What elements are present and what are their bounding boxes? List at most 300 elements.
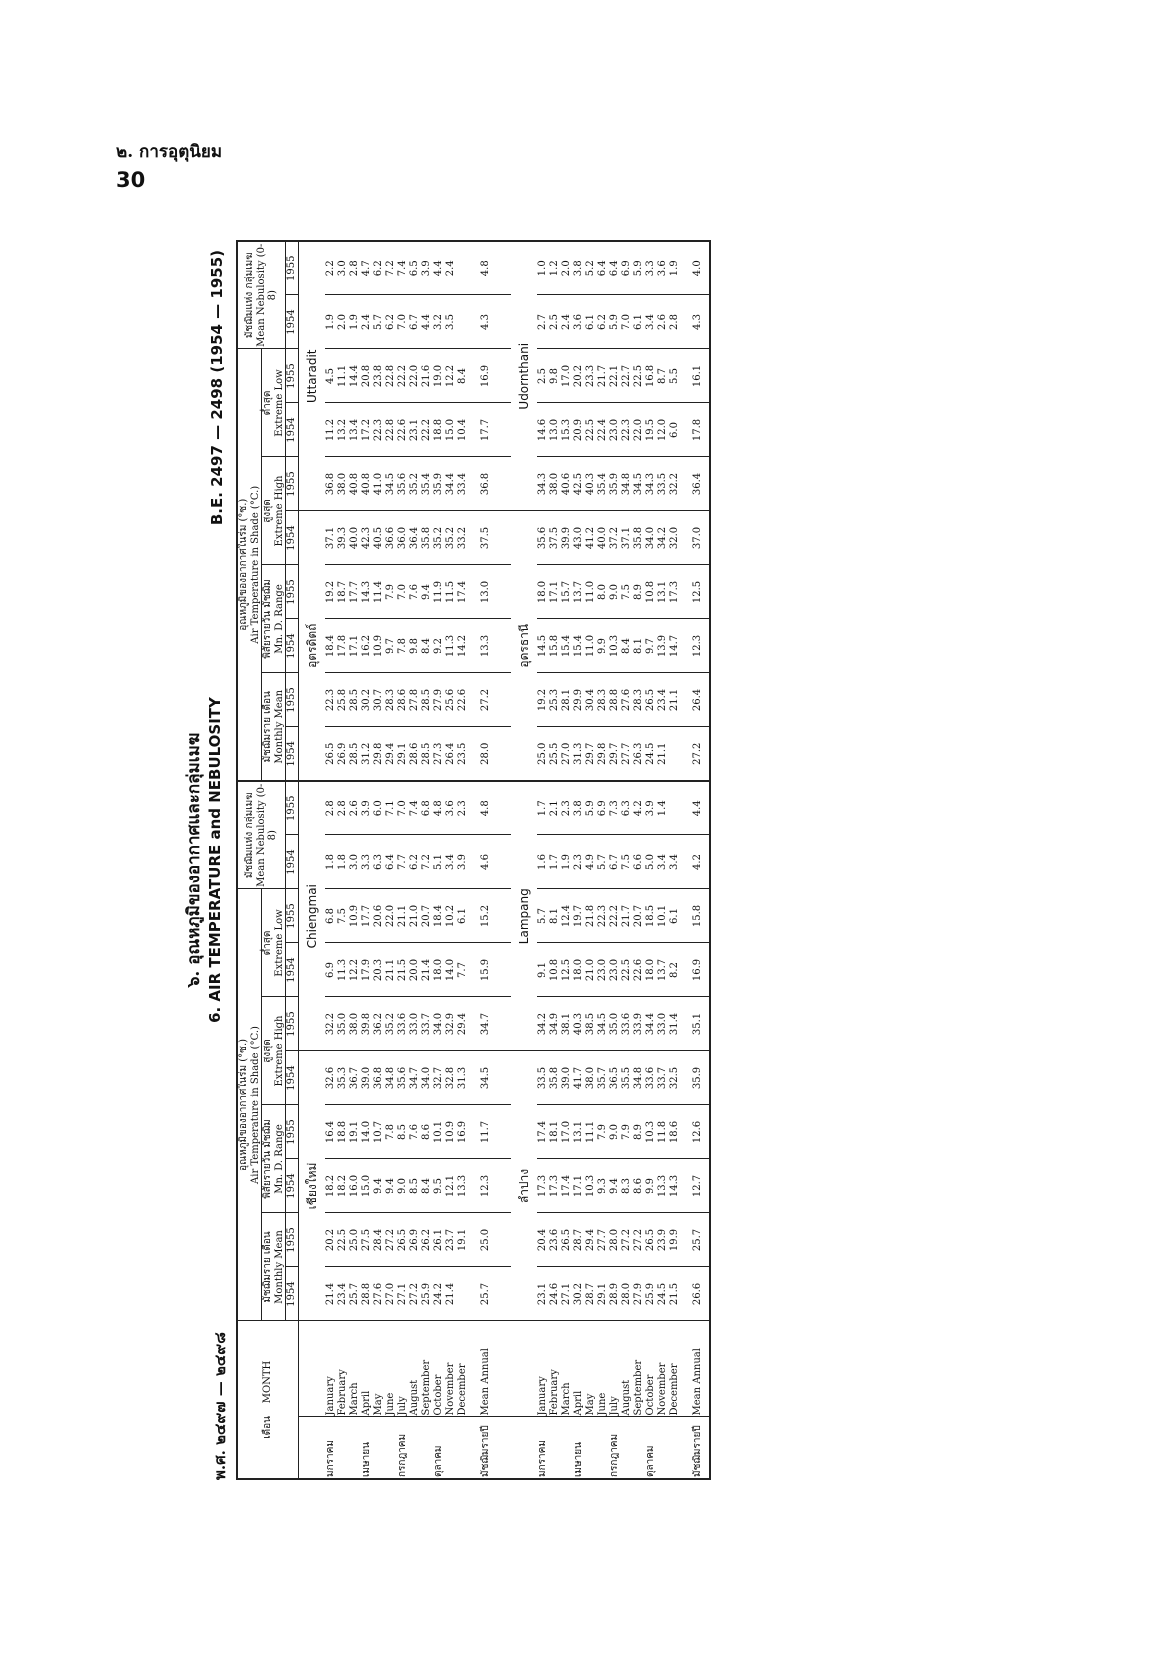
- value-cell-mm: 28.8: [609, 673, 621, 727]
- value-cell-dr: 15.7: [561, 565, 573, 619]
- value-cell-nb: 2.8: [669, 295, 681, 349]
- quarter-thai: [633, 1417, 645, 1479]
- value-cell-mm: 28.0: [621, 1267, 633, 1321]
- value-cell-dr: 16.0: [349, 1159, 361, 1213]
- value-cell-mm: 28.5: [349, 673, 361, 727]
- value-cell-el: 22.8: [385, 403, 397, 457]
- station-thai-label: ลำปาง: [516, 1168, 531, 1204]
- value-cell-dr: 10.9: [373, 619, 385, 673]
- value-cell-el: 6.1: [457, 889, 469, 943]
- value-cell-mm: 27.1: [397, 1267, 409, 1321]
- value-cell-dr: 15.0: [361, 1159, 373, 1213]
- month-name: November: [657, 1321, 669, 1417]
- quarter-thai: กรกฎาคม: [397, 1417, 409, 1479]
- table-row: [609, 241, 621, 1479]
- value-cell-eh: 32.7: [433, 1051, 445, 1105]
- value-cell-dr: 8.3: [621, 1159, 633, 1213]
- table-row: [457, 241, 469, 1479]
- value-cell-el: 12.2: [349, 943, 361, 997]
- value-cell-eh: 32.5: [669, 1051, 681, 1105]
- value-cell-eh: 36.4: [409, 511, 421, 565]
- year-header-1955: 1955: [286, 1213, 299, 1267]
- value-cell-nb: 3.0: [337, 241, 349, 295]
- value-cell-mm: 29.4: [585, 1213, 597, 1267]
- value-cell-dr: 14.0: [361, 1105, 373, 1159]
- table-title-en: 6. AIR TEMPERATURE and NEBULOSITY: [206, 697, 224, 1023]
- value-cell-el: 22.3: [597, 889, 609, 943]
- month-name: December: [669, 1321, 681, 1417]
- value-cell-mm: 28.8: [361, 1267, 373, 1321]
- value-cell-el: 22.3: [621, 403, 633, 457]
- value-cell-dr: 10.9: [445, 1105, 457, 1159]
- value-cell-el: 7.7: [457, 943, 469, 997]
- annual-cell-mm: 27.2: [469, 673, 497, 727]
- annual-cell-eh: 35.1: [681, 997, 710, 1051]
- value-cell-el: 21.6: [421, 349, 433, 403]
- air-temperature-table: [236, 240, 711, 1480]
- value-cell-dr: 15.4: [573, 619, 585, 673]
- nebulosity-header-right: [237, 241, 286, 349]
- value-cell-eh: 35.8: [549, 1051, 561, 1105]
- value-cell-dr: 13.7: [573, 565, 585, 619]
- value-cell-el: 20.9: [573, 403, 585, 457]
- value-cell-nb: 2.0: [561, 241, 573, 295]
- subheader-en: Mn. D. Range: [273, 584, 285, 654]
- value-cell-el: 12.2: [445, 349, 457, 403]
- value-cell-eh: 36.8: [373, 1051, 385, 1105]
- value-cell-mm: 26.1: [433, 1213, 445, 1267]
- value-cell-nb: 2.4: [445, 241, 457, 295]
- value-cell-dr: 10.3: [645, 1105, 657, 1159]
- table-row: [409, 241, 421, 1479]
- value-cell-nb: 5.1: [433, 835, 445, 889]
- value-cell-mm: 26.9: [337, 727, 349, 781]
- spacer-cell: [497, 241, 511, 295]
- value-cell-mm: 27.5: [361, 1213, 373, 1267]
- value-cell-nb: 6.2: [373, 241, 385, 295]
- value-cell-mm: 28.5: [421, 673, 433, 727]
- value-cell-eh: 34.0: [421, 1051, 433, 1105]
- table-row: [561, 241, 573, 1479]
- value-cell-dr: 17.0: [561, 1105, 573, 1159]
- value-cell-el: 18.0: [645, 943, 657, 997]
- annual-cell-el: 16.9: [469, 349, 497, 403]
- annual-cell-dr: 12.6: [681, 1105, 710, 1159]
- value-cell-eh: 35.2: [409, 457, 421, 511]
- value-cell-mm: 25.5: [549, 727, 561, 781]
- annual-cell-dr: 12.3: [681, 619, 710, 673]
- value-cell-dr: 8.4: [621, 619, 633, 673]
- quarter-thai: [657, 1417, 669, 1479]
- value-cell-dr: 9.4: [421, 565, 433, 619]
- value-cell-dr: 17.4: [561, 1159, 573, 1213]
- value-cell-eh: 34.5: [633, 457, 645, 511]
- subheader-thai: ต่ำสุด: [262, 930, 273, 956]
- spacer-cell: [497, 673, 511, 727]
- value-cell-eh: 39.3: [337, 511, 349, 565]
- month-name: October: [645, 1321, 657, 1417]
- value-cell-dr: 9.7: [645, 619, 657, 673]
- value-cell-nb: 6.0: [373, 781, 385, 835]
- value-cell-dr: 7.8: [397, 619, 409, 673]
- value-cell-dr: 11.9: [433, 565, 445, 619]
- value-cell-nb: 4.4: [421, 295, 433, 349]
- value-cell-mm: 28.7: [573, 1213, 585, 1267]
- table-body: [298, 241, 710, 1479]
- value-cell-dr: 10.3: [609, 619, 621, 673]
- value-cell-nb: 6.4: [609, 241, 621, 295]
- annual-cell-mm: 25.0: [469, 1213, 497, 1267]
- annual-cell-nb: 4.8: [469, 241, 497, 295]
- value-cell-nb: 6.4: [385, 835, 397, 889]
- value-cell-el: 5.7: [537, 889, 549, 943]
- value-cell-el: 14.6: [537, 403, 549, 457]
- value-cell-mm: 26.2: [421, 1213, 433, 1267]
- subheader-daily-range-right: [262, 565, 286, 673]
- value-cell-el: 21.0: [585, 943, 597, 997]
- table-row: [621, 241, 633, 1479]
- value-cell-eh: 42.3: [361, 511, 373, 565]
- annual-cell-dr: 12.5: [681, 565, 710, 619]
- station-thai-label: อุดรธานี: [516, 623, 531, 668]
- annual-cell-eh: 34.5: [469, 1051, 497, 1105]
- value-cell-dr: 14.3: [669, 1159, 681, 1213]
- value-cell-nb: 1.0: [537, 241, 549, 295]
- value-cell-dr: 13.3: [457, 1159, 469, 1213]
- air-temp-thai-right: อุณหภูมิของอากาศในร่ม (°ซ.): [238, 498, 249, 631]
- annual-cell-mm: 25.7: [469, 1267, 497, 1321]
- value-cell-nb: 3.6: [573, 295, 585, 349]
- annual-cell-nb: 4.2: [681, 835, 710, 889]
- value-cell-el: 22.0: [385, 889, 397, 943]
- value-cell-mm: 27.0: [561, 727, 573, 781]
- mean-annual-en: Mean Annual: [681, 1321, 710, 1417]
- annual-cell-nb: 4.3: [469, 295, 497, 349]
- value-cell-dr: 11.1: [585, 1105, 597, 1159]
- value-cell-eh: 34.9: [549, 997, 561, 1051]
- quarter-thai: [373, 1417, 385, 1479]
- value-cell-nb: [457, 241, 469, 295]
- value-cell-eh: 35.9: [609, 457, 621, 511]
- value-cell-mm: 30.4: [585, 673, 597, 727]
- value-cell-mm: 29.4: [385, 727, 397, 781]
- value-cell-dr: 8.4: [421, 1159, 433, 1213]
- value-cell-el: 19.0: [433, 349, 445, 403]
- value-cell-eh: 40.5: [373, 511, 385, 565]
- annual-cell-nb: 4.6: [469, 835, 497, 889]
- value-cell-mm: 25.9: [645, 1267, 657, 1321]
- nebulosity-header-left: [237, 781, 286, 889]
- value-cell-dr: 16.4: [325, 1105, 337, 1159]
- value-cell-mm: 21.1: [657, 727, 669, 781]
- value-cell-mm: 26.5: [561, 1213, 573, 1267]
- value-cell-eh: 35.6: [397, 1051, 409, 1105]
- value-cell-eh: 29.4: [457, 997, 469, 1051]
- value-cell-el: 10.4: [457, 403, 469, 457]
- value-cell-nb: 5.9: [633, 241, 645, 295]
- value-cell-el: 20.0: [409, 943, 421, 997]
- value-cell-el: 8.7: [657, 349, 669, 403]
- value-cell-dr: 18.2: [325, 1159, 337, 1213]
- value-cell-el: 10.9: [349, 889, 361, 943]
- quarter-thai: มกราคม: [325, 1417, 337, 1479]
- subheader-thai: ต่ำสุด: [262, 390, 273, 416]
- station-row: [298, 241, 325, 1479]
- value-cell-nb: 7.4: [397, 241, 409, 295]
- nebulosity-thai-left: มัชฌิมแห่ง กลุ่มเมฆ: [244, 792, 256, 879]
- value-cell-nb: 1.9: [349, 295, 361, 349]
- value-cell-eh: 31.4: [669, 997, 681, 1051]
- annual-cell-el: 15.8: [681, 889, 710, 943]
- value-cell-mm: 29.7: [585, 727, 597, 781]
- spacer-cell: [497, 727, 511, 781]
- table-row: [645, 241, 657, 1479]
- value-cell-eh: 41.0: [373, 457, 385, 511]
- station-name-thai: [298, 1051, 325, 1321]
- annual-cell-el: 17.8: [681, 403, 710, 457]
- value-cell-el: 23.1: [409, 403, 421, 457]
- table-row: [657, 241, 669, 1479]
- value-cell-nb: 3.9: [457, 835, 469, 889]
- value-cell-el: 18.0: [433, 943, 445, 997]
- year-header-1955: 1955: [286, 1105, 299, 1159]
- spacer-cell: [497, 943, 511, 997]
- value-cell-mm: 23.1: [537, 1267, 549, 1321]
- year-header-1954: 1954: [286, 1159, 299, 1213]
- value-cell-dr: 19.1: [349, 1105, 361, 1159]
- value-cell-el: 22.2: [609, 889, 621, 943]
- value-cell-el: 20.6: [373, 889, 385, 943]
- value-cell-el: 17.7: [361, 889, 373, 943]
- month-name: November: [445, 1321, 457, 1417]
- month-name: January: [325, 1321, 337, 1417]
- subheader-extreme-low-right: [262, 349, 286, 457]
- annual-cell-el: 16.9: [681, 943, 710, 997]
- value-cell-dr: 10.8: [645, 565, 657, 619]
- annual-cell-el: 15.9: [469, 943, 497, 997]
- value-cell-eh: 37.2: [609, 511, 621, 565]
- month-name: August: [409, 1321, 421, 1417]
- value-cell-nb: 2.6: [657, 295, 669, 349]
- value-cell-nb: 4.7: [361, 241, 373, 295]
- quarter-thai: [669, 1417, 681, 1479]
- station-name-en: [511, 241, 537, 511]
- value-cell-nb: 4.9: [585, 835, 597, 889]
- value-cell-eh: 33.6: [397, 997, 409, 1051]
- value-cell-dr: 16.2: [361, 619, 373, 673]
- annual-cell-eh: 36.8: [469, 457, 497, 511]
- value-cell-eh: 43.0: [573, 511, 585, 565]
- value-cell-dr: 7.6: [409, 565, 421, 619]
- value-cell-eh: 34.0: [645, 511, 657, 565]
- value-cell-mm: 27.6: [621, 673, 633, 727]
- value-cell-el: 20.2: [573, 349, 585, 403]
- annual-cell-dr: 12.7: [681, 1159, 710, 1213]
- year-header-1955: 1955: [286, 565, 299, 619]
- value-cell-eh: 37.1: [325, 511, 337, 565]
- year-header-1954: 1954: [286, 835, 299, 889]
- value-cell-mm: [669, 727, 681, 781]
- spacer-cell: [497, 1267, 511, 1321]
- value-cell-mm: 27.2: [621, 1213, 633, 1267]
- annual-cell-mm: 26.4: [681, 673, 710, 727]
- value-cell-eh: 37.5: [549, 511, 561, 565]
- value-cell-mm: 25.8: [337, 673, 349, 727]
- value-cell-nb: 6.3: [373, 835, 385, 889]
- value-cell-nb: 3.4: [657, 835, 669, 889]
- value-cell-mm: 27.9: [433, 673, 445, 727]
- table-row: [421, 241, 433, 1479]
- subheader-extreme-high-right: [262, 457, 286, 565]
- month-name: July: [397, 1321, 409, 1417]
- value-cell-mm: 23.4: [657, 673, 669, 727]
- year-header-1955: 1955: [286, 241, 299, 295]
- value-cell-mm: 25.7: [349, 1267, 361, 1321]
- subheader-en: Mn. D. Range: [273, 1124, 285, 1194]
- quarter-thai: [549, 1417, 561, 1479]
- month-name: December: [457, 1321, 469, 1417]
- value-cell-eh: 35.2: [445, 511, 457, 565]
- year-header-1954: 1954: [286, 1051, 299, 1105]
- value-cell-mm: 26.5: [325, 727, 337, 781]
- quarter-thai: [385, 1417, 397, 1479]
- value-cell-eh: 35.0: [609, 997, 621, 1051]
- station-en-label: Lampang: [516, 888, 531, 945]
- annual-cell-dr: 13.3: [469, 619, 497, 673]
- annual-cell-nb: 4.0: [681, 241, 710, 295]
- value-cell-el: 18.0: [573, 943, 585, 997]
- value-cell-el: 13.2: [337, 403, 349, 457]
- table-heading: [180, 240, 236, 1480]
- subheader-extreme-low-left: [262, 889, 286, 997]
- value-cell-nb: 3.8: [573, 781, 585, 835]
- value-cell-mm: 29.8: [597, 727, 609, 781]
- value-cell-nb: 3.0: [349, 835, 361, 889]
- value-cell-eh: 35.6: [537, 511, 549, 565]
- value-cell-dr: 17.1: [549, 565, 561, 619]
- rotated-table-page: [180, 240, 1060, 1480]
- value-cell-el: 18.4: [433, 889, 445, 943]
- value-cell-nb: 3.5: [445, 295, 457, 349]
- value-cell-mm: 21.1: [669, 673, 681, 727]
- value-cell-dr: 18.8: [337, 1105, 349, 1159]
- spacer-cell: [497, 619, 511, 673]
- value-cell-nb: 6.7: [609, 835, 621, 889]
- value-cell-mm: 28.4: [373, 1213, 385, 1267]
- subheader-en: Extreme Low: [273, 909, 285, 977]
- value-cell-nb: 5.9: [609, 295, 621, 349]
- value-cell-eh: 34.8: [385, 1051, 397, 1105]
- value-cell-dr: 9.4: [373, 1159, 385, 1213]
- value-cell-dr: 9.9: [645, 1159, 657, 1213]
- spacer-cell: [497, 1417, 511, 1479]
- value-cell-mm: 29.1: [597, 1267, 609, 1321]
- value-cell-mm: 24.2: [433, 1267, 445, 1321]
- value-cell-el: 22.1: [609, 349, 621, 403]
- value-cell-nb: 6.9: [597, 781, 609, 835]
- value-cell-mm: 28.5: [349, 727, 361, 781]
- value-cell-dr: 8.6: [633, 1159, 645, 1213]
- value-cell-dr: 15.8: [549, 619, 561, 673]
- value-cell-dr: 11.0: [585, 565, 597, 619]
- value-cell-nb: 1.8: [325, 835, 337, 889]
- value-cell-dr: 9.2: [433, 619, 445, 673]
- value-cell-dr: 17.4: [537, 1105, 549, 1159]
- value-cell-el: 21.7: [621, 889, 633, 943]
- value-cell-mm: 28.3: [597, 673, 609, 727]
- value-cell-eh: 34.3: [645, 457, 657, 511]
- value-cell-mm: 28.3: [385, 673, 397, 727]
- value-cell-nb: 2.3: [457, 781, 469, 835]
- table-row: [337, 241, 349, 1479]
- table-row: [633, 241, 645, 1479]
- value-cell-eh: 33.0: [409, 997, 421, 1051]
- value-cell-dr: 7.5: [621, 565, 633, 619]
- quarter-thai: ตุลาคม: [645, 1417, 657, 1479]
- spacer-cell: [497, 1105, 511, 1159]
- value-cell-nb: 1.6: [537, 835, 549, 889]
- blank-cell: [298, 1321, 325, 1417]
- value-cell-mm: 28.5: [421, 727, 433, 781]
- spacer-cell: [497, 835, 511, 889]
- value-cell-dr: 12.1: [445, 1159, 457, 1213]
- value-cell-el: 7.5: [337, 889, 349, 943]
- quarter-thai: กรกฎาคม: [609, 1417, 621, 1479]
- value-cell-nb: [669, 781, 681, 835]
- value-cell-eh: 34.0: [433, 997, 445, 1051]
- station-thai-label: เชียงใหม่: [304, 1162, 319, 1210]
- quarter-thai: [597, 1417, 609, 1479]
- year-header-1954: 1954: [286, 727, 299, 781]
- value-cell-dr: 9.9: [597, 619, 609, 673]
- month-name: April: [361, 1321, 373, 1417]
- station-name-thai: [511, 1051, 537, 1321]
- annual-cell-el: 15.2: [469, 889, 497, 943]
- value-cell-el: 2.5: [537, 349, 549, 403]
- month-name: August: [621, 1321, 633, 1417]
- value-cell-mm: 25.3: [549, 673, 561, 727]
- month-name: September: [421, 1321, 433, 1417]
- annual-cell-mm: 25.7: [681, 1213, 710, 1267]
- table-title-thai: ๖. อุณหภูมิของอากาศและกลุ่มเมฆ: [184, 732, 204, 988]
- value-cell-mm: 29.7: [609, 727, 621, 781]
- mean-annual-thai: มัชฌิมรายปี: [469, 1417, 497, 1479]
- table-row: [373, 241, 385, 1479]
- quarter-thai: [337, 1417, 349, 1479]
- value-cell-nb: 2.5: [549, 295, 561, 349]
- table-row: [325, 241, 337, 1479]
- value-cell-nb: 3.4: [445, 835, 457, 889]
- value-cell-nb: 2.2: [325, 241, 337, 295]
- value-cell-el: 6.0: [669, 403, 681, 457]
- value-cell-eh: 37.1: [621, 511, 633, 565]
- spacer-cell: [497, 565, 511, 619]
- value-cell-mm: 19.1: [457, 1213, 469, 1267]
- station-row: [511, 241, 537, 1479]
- value-cell-eh: 42.5: [573, 457, 585, 511]
- value-cell-mm: 27.9: [633, 1267, 645, 1321]
- value-cell-nb: 4.8: [433, 781, 445, 835]
- quarter-thai: [349, 1417, 361, 1479]
- value-cell-dr: 9.3: [597, 1159, 609, 1213]
- value-cell-mm: 27.8: [409, 673, 421, 727]
- value-cell-el: 22.2: [421, 403, 433, 457]
- value-cell-nb: 6.5: [409, 241, 421, 295]
- value-cell-dr: 8.6: [421, 1105, 433, 1159]
- value-cell-nb: 7.7: [397, 835, 409, 889]
- table-row: [549, 241, 561, 1479]
- subheader-en: Monthly Mean: [273, 1230, 285, 1304]
